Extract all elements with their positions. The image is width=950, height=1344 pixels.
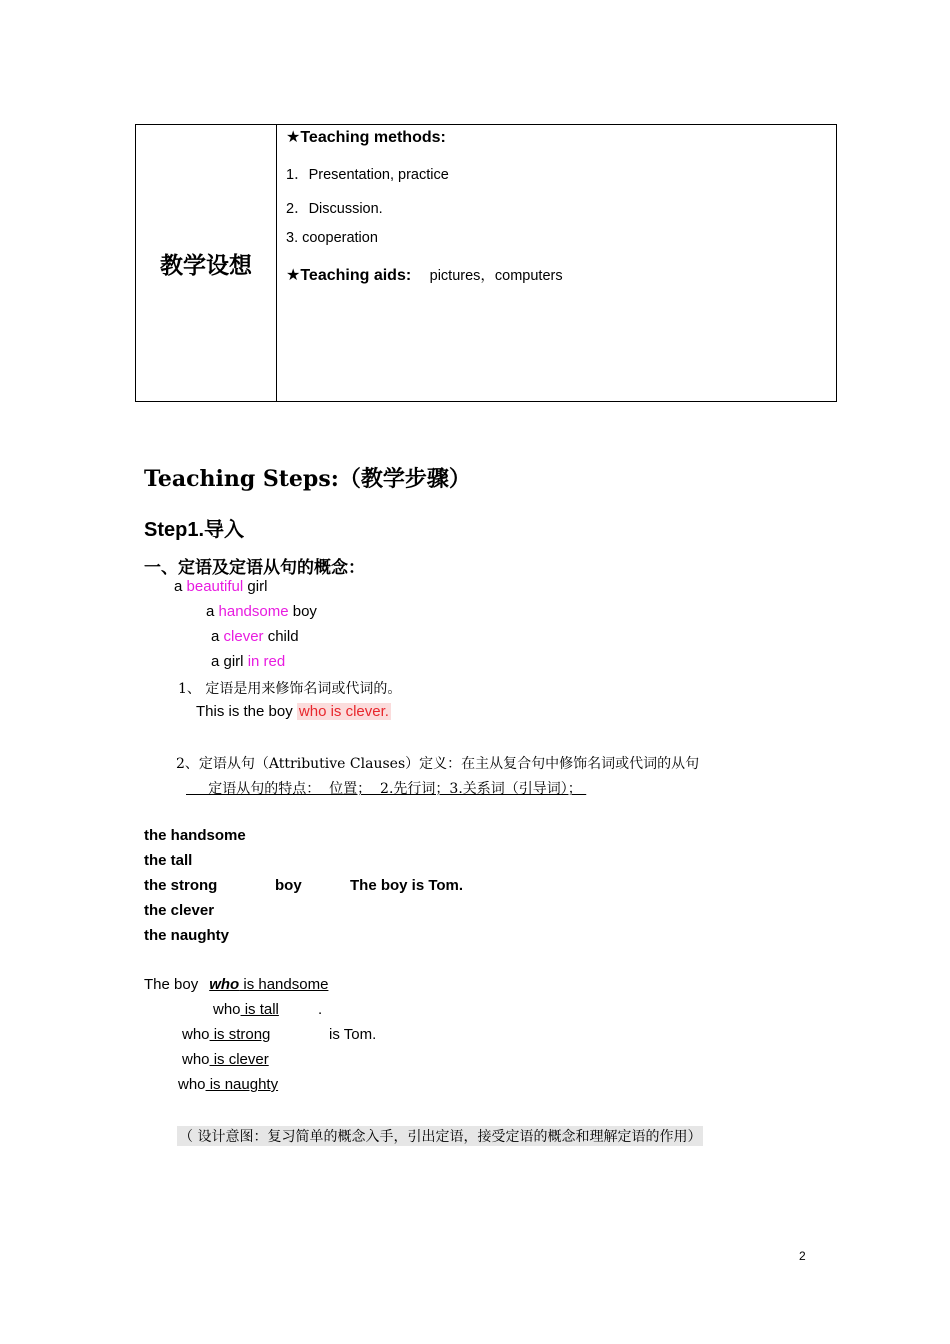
- clause-rest: is naughty: [205, 1076, 279, 1093]
- definition-1: 1、 定语是用来修饰名词或代词的。: [178, 681, 402, 697]
- design-label-cell: [136, 125, 276, 401]
- relative-pronoun: who: [209, 976, 240, 993]
- relative-pronoun: who: [213, 1001, 241, 1018]
- clause-row: [178, 1076, 278, 1093]
- methods-heading: ★Teaching methods:: [286, 129, 446, 146]
- relative-pronoun: who: [178, 1076, 206, 1093]
- clause-row: [182, 1051, 269, 1068]
- design-intent: （ 设计意图：复习简单的概念入手，引出定语，接受定语的概念和理解定语的作用）: [177, 1126, 703, 1146]
- example-text: girl: [243, 578, 268, 595]
- relative-pronoun: who: [182, 1051, 210, 1068]
- design-table: [135, 124, 837, 402]
- table-divider: [276, 125, 277, 401]
- aids-heading: ★Teaching aids:: [286, 267, 412, 284]
- adjective-item: the strong: [144, 877, 218, 894]
- example-text: a: [174, 578, 187, 595]
- aids-value: pictures，computers: [429, 268, 563, 284]
- definition-2: 2、定语从句（Attributive Clauses）定义：在主从复合句中修饰名词或代词的从句: [176, 756, 700, 772]
- method-item: 1．Presentation, practice: [286, 167, 449, 183]
- example-text: a girl: [211, 653, 248, 670]
- sentence-highlight: who is clever.: [298, 703, 389, 720]
- example-text: child: [263, 628, 299, 645]
- clause-rest: is clever: [209, 1051, 269, 1068]
- method-item: 3. cooperation: [286, 230, 378, 246]
- clause-rest: is handsome: [239, 976, 329, 993]
- design-title: 教学设想: [160, 251, 252, 279]
- boy-word: boy: [275, 877, 302, 894]
- example-highlight: clever: [223, 628, 264, 645]
- clause-row: [182, 1026, 270, 1043]
- example-phrase: [206, 603, 317, 620]
- section1-title: 一、定语及定语从句的概念：: [144, 558, 365, 577]
- clause-rest: is tall: [240, 1001, 279, 1018]
- example-phrase: [211, 653, 285, 670]
- adjective-item: the clever: [144, 902, 215, 919]
- clause-features: 定语从句的特点： 位置； 2.先行词；3.关系词（引导词）；: [186, 781, 587, 797]
- step1-title: Step1.导入: [144, 519, 245, 541]
- example-highlight: in red: [247, 653, 286, 670]
- example-phrase: [211, 628, 299, 645]
- clause-row: [144, 976, 328, 993]
- example-text: a: [206, 603, 219, 620]
- steps-title: Teaching Steps:（教学步骤）: [144, 466, 471, 492]
- clause-prefix: The boy: [144, 976, 199, 993]
- page-number: 2: [799, 1249, 806, 1263]
- adjective-item: the handsome: [144, 827, 246, 844]
- clause-row: [213, 1001, 279, 1018]
- example-highlight: beautiful: [186, 578, 244, 595]
- example-text: boy: [288, 603, 317, 620]
- adjective-item: the tall: [144, 852, 193, 869]
- boy-sentence: The boy is Tom.: [350, 877, 464, 894]
- is-tom: is Tom.: [329, 1026, 377, 1043]
- clause-rest: is strong: [209, 1026, 271, 1043]
- clause-dot: .: [318, 1001, 323, 1018]
- adjective-item: the naughty: [144, 927, 229, 944]
- example-text: a: [211, 628, 224, 645]
- example-sentence: [196, 703, 391, 720]
- aids-row: [286, 264, 563, 285]
- example-phrase: [174, 578, 267, 595]
- sentence-text: This is the boy: [196, 703, 297, 720]
- example-highlight: handsome: [218, 603, 289, 620]
- method-item: 2．Discussion.: [286, 201, 383, 217]
- relative-pronoun: who: [182, 1026, 210, 1043]
